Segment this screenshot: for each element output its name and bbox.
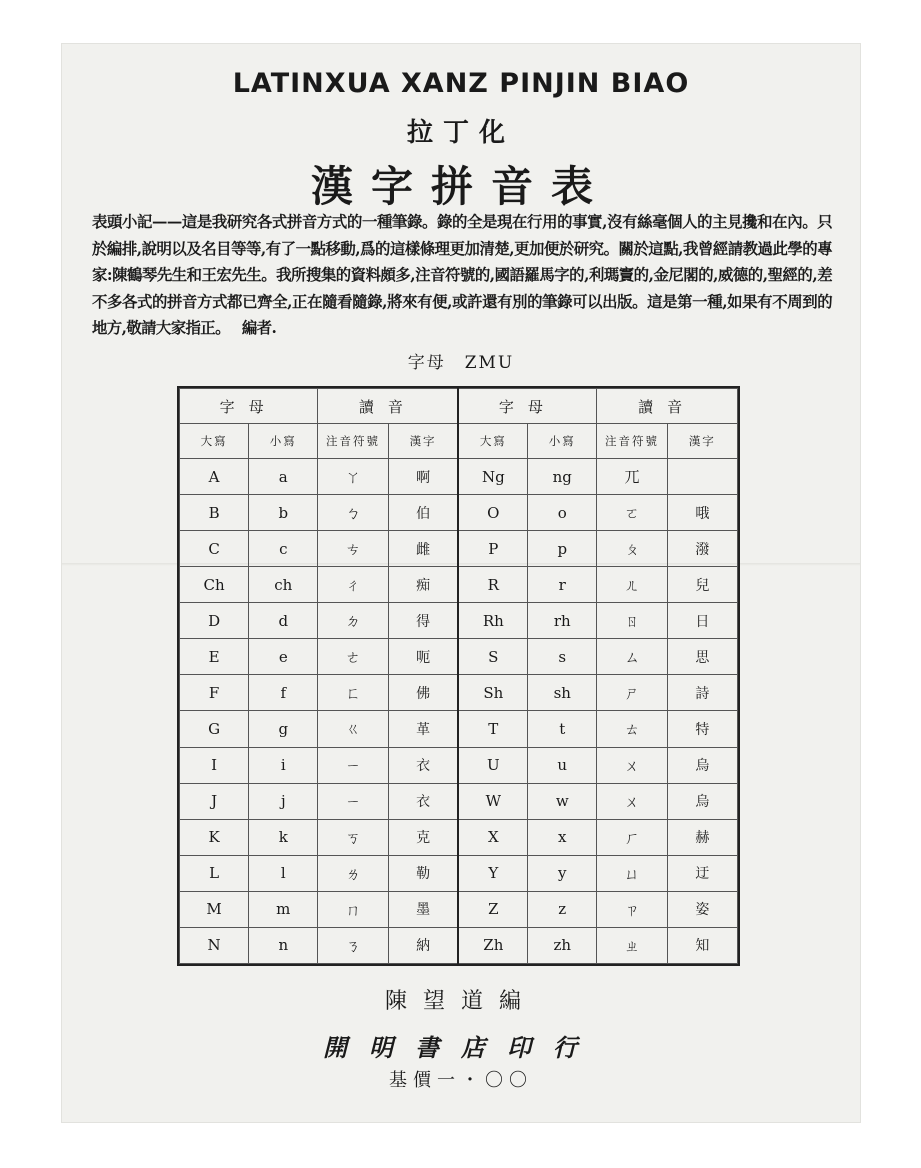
table-cell: ㄛ xyxy=(597,495,667,531)
sub-title: 拉丁化 xyxy=(406,118,515,148)
intro-paragraph xyxy=(92,209,832,342)
table-row xyxy=(180,531,738,567)
table-cell: i xyxy=(249,747,318,783)
table-cell: ㄕ xyxy=(597,675,667,711)
table-cell: z xyxy=(528,891,597,927)
table-cell: ㄍ xyxy=(318,711,388,747)
table-cell: F xyxy=(180,675,249,711)
table-cell: 伯 xyxy=(388,495,458,531)
latin-title: LATINXUA XANZ PINJIN BIAO xyxy=(232,68,690,99)
table-cell: Sh xyxy=(458,675,527,711)
table-cell: 哦 xyxy=(667,495,737,531)
table-cell: ㄎ xyxy=(318,819,388,855)
table-cell: r xyxy=(528,567,597,603)
table-cell: 得 xyxy=(388,603,458,639)
table-cell: I xyxy=(180,747,249,783)
price-label: 基價一・〇〇 xyxy=(389,1070,533,1091)
table-cell: ㄇ xyxy=(318,891,388,927)
table-cell: 思 xyxy=(667,639,737,675)
table-cell: X xyxy=(458,819,527,855)
table-cell: 迂 xyxy=(667,855,737,891)
table-cell: 特 xyxy=(667,711,737,747)
table-cell: y xyxy=(528,855,597,891)
table-body xyxy=(180,459,738,964)
table-cell: f xyxy=(249,675,318,711)
table-cell: 烏 xyxy=(667,747,737,783)
table-row xyxy=(180,639,738,675)
table-row xyxy=(180,819,738,855)
table-cell: 克 xyxy=(388,819,458,855)
table-cell: ㄚ xyxy=(318,459,388,495)
intro-signature: 編者. xyxy=(241,319,277,337)
table-cell: 兀 xyxy=(597,459,667,495)
table-cell: ㄈ xyxy=(318,675,388,711)
section-label: 字母 ZMU xyxy=(407,353,515,373)
table-cell: ㄉ xyxy=(318,603,388,639)
alphabet-table xyxy=(177,386,740,966)
table-cell: ㄩ xyxy=(597,855,667,891)
table-cell: Z xyxy=(458,891,527,927)
table-cell: ㄧ xyxy=(318,747,388,783)
table-cell: ch xyxy=(249,567,318,603)
table-cell: g xyxy=(249,711,318,747)
table-cell: B xyxy=(180,495,249,531)
table-cell: T xyxy=(458,711,527,747)
table-cell: 納 xyxy=(388,927,458,963)
table-cell: M xyxy=(180,891,249,927)
table-cell: l xyxy=(249,855,318,891)
sub-header: 大寫 xyxy=(180,424,249,459)
table-cell: k xyxy=(249,819,318,855)
table-row xyxy=(180,711,738,747)
table-cell: J xyxy=(180,783,249,819)
table-cell: ㄊ xyxy=(597,711,667,747)
table-row xyxy=(180,783,738,819)
table-cell: 烏 xyxy=(667,783,737,819)
editor-credit: 陳望道編 xyxy=(384,989,537,1014)
table-cell: c xyxy=(249,531,318,567)
table-cell: ㄙ xyxy=(597,639,667,675)
table-cell: G xyxy=(180,711,249,747)
main-title: 漢字拼音表 xyxy=(310,162,611,211)
table-cell: Ch xyxy=(180,567,249,603)
table-cell: ㄋ xyxy=(318,927,388,963)
table-cell: 雌 xyxy=(388,531,458,567)
group-header-row xyxy=(180,389,738,424)
table-cell: p xyxy=(528,531,597,567)
table-cell: 勒 xyxy=(388,855,458,891)
table-cell: 日 xyxy=(667,603,737,639)
table-cell: 墨 xyxy=(388,891,458,927)
table-cell: ng xyxy=(528,459,597,495)
table-cell: ㄓ xyxy=(597,927,667,963)
table-cell: 啊 xyxy=(388,459,458,495)
table-cell: K xyxy=(180,819,249,855)
table-cell: 潑 xyxy=(667,531,737,567)
sub-header: 漢字 xyxy=(388,424,458,459)
table-row xyxy=(180,675,738,711)
table-cell: Rh xyxy=(458,603,527,639)
table-cell: 赫 xyxy=(667,819,737,855)
table-cell: x xyxy=(528,819,597,855)
table-cell: b xyxy=(249,495,318,531)
table-row xyxy=(180,567,738,603)
table-cell: ㄅ xyxy=(318,495,388,531)
table-cell: ㄨ xyxy=(597,747,667,783)
table-cell: D xyxy=(180,603,249,639)
table-cell: rh xyxy=(528,603,597,639)
table-cell: 兒 xyxy=(667,567,737,603)
table-cell: O xyxy=(458,495,527,531)
table-cell: sh xyxy=(528,675,597,711)
table-cell: C xyxy=(180,531,249,567)
table-cell: P xyxy=(458,531,527,567)
sub-header: 注音符號 xyxy=(597,424,667,459)
table-cell: A xyxy=(180,459,249,495)
table-cell: N xyxy=(180,927,249,963)
table-cell: a xyxy=(249,459,318,495)
table-cell: U xyxy=(458,747,527,783)
table-row xyxy=(180,747,738,783)
table-cell: ㄦ xyxy=(597,567,667,603)
group-header: 字母 xyxy=(458,389,596,424)
table-row xyxy=(180,927,738,963)
table-cell: L xyxy=(180,855,249,891)
table-cell: ㄔ xyxy=(318,567,388,603)
table-row xyxy=(180,495,738,531)
table-cell: 佛 xyxy=(388,675,458,711)
table-cell: 姿 xyxy=(667,891,737,927)
table-cell: zh xyxy=(528,927,597,963)
table-cell: t xyxy=(528,711,597,747)
table-cell: R xyxy=(458,567,527,603)
table-cell: 知 xyxy=(667,927,737,963)
table-cell: ㄌ xyxy=(318,855,388,891)
table-cell: ㄗ xyxy=(597,891,667,927)
table-cell: ㄨ xyxy=(597,783,667,819)
table-cell: n xyxy=(249,927,318,963)
table-cell: 衣 xyxy=(388,783,458,819)
intro-text: 表頭小記——這是我研究各式拼音方式的一種筆錄。錄的全是現在行用的事實,沒有絲毫個人的主見攙和在內。只於編排,說明以及名目等等,有了一點移動,爲的這樣條理更加清楚,更加便於研究。關於這點,我曾經請教過此學的專家:陳鶴琴先生和王宏先生。我所搜集的資料頗多,注音符號的,國語羅馬字的,利瑪竇的,金尼閣的,威德的,聖經的,差不多各式的拼音方式都已齊全,正在隨看隨錄,將來有便,或許還有別的筆錄可以出版。這是第一種,如果有不周到的地方,敬請大家指正。 xyxy=(92,213,832,337)
sub-header: 注音符號 xyxy=(318,424,388,459)
table-cell: e xyxy=(249,639,318,675)
table-row xyxy=(180,603,738,639)
table-cell: w xyxy=(528,783,597,819)
group-header: 讀音 xyxy=(318,389,459,424)
table-row xyxy=(180,891,738,927)
table-cell: u xyxy=(528,747,597,783)
table-row xyxy=(180,459,738,495)
table-cell: ㄧ xyxy=(318,783,388,819)
table-cell: Ng xyxy=(458,459,527,495)
sub-header: 小寫 xyxy=(249,424,318,459)
table-row xyxy=(180,855,738,891)
table-cell: ㄖ xyxy=(597,603,667,639)
table-cell: E xyxy=(180,639,249,675)
table-cell: s xyxy=(528,639,597,675)
table-cell: Y xyxy=(458,855,527,891)
table-cell: o xyxy=(528,495,597,531)
table-cell: ㄏ xyxy=(597,819,667,855)
sub-header: 大寫 xyxy=(458,424,527,459)
sub-header: 小寫 xyxy=(528,424,597,459)
table-cell: ㄜ xyxy=(318,639,388,675)
group-header: 讀音 xyxy=(597,389,738,424)
table-cell: d xyxy=(249,603,318,639)
table-cell: 革 xyxy=(388,711,458,747)
table-cell: W xyxy=(458,783,527,819)
table-cell: ㄘ xyxy=(318,531,388,567)
table-cell: ㄆ xyxy=(597,531,667,567)
table-cell: S xyxy=(458,639,527,675)
sub-header-row xyxy=(180,424,738,459)
table-cell: 痴 xyxy=(388,567,458,603)
publisher-credit: 開明書店印行 xyxy=(323,1033,599,1062)
table-cell: 衣 xyxy=(388,747,458,783)
alphabet-table-grid xyxy=(179,388,738,964)
table-cell: 呃 xyxy=(388,639,458,675)
group-header: 字母 xyxy=(180,389,318,424)
table-cell: 詩 xyxy=(667,675,737,711)
table-cell: Zh xyxy=(458,927,527,963)
sub-header: 漢字 xyxy=(667,424,737,459)
table-cell: j xyxy=(249,783,318,819)
table-cell xyxy=(667,459,737,495)
table-cell: m xyxy=(249,891,318,927)
